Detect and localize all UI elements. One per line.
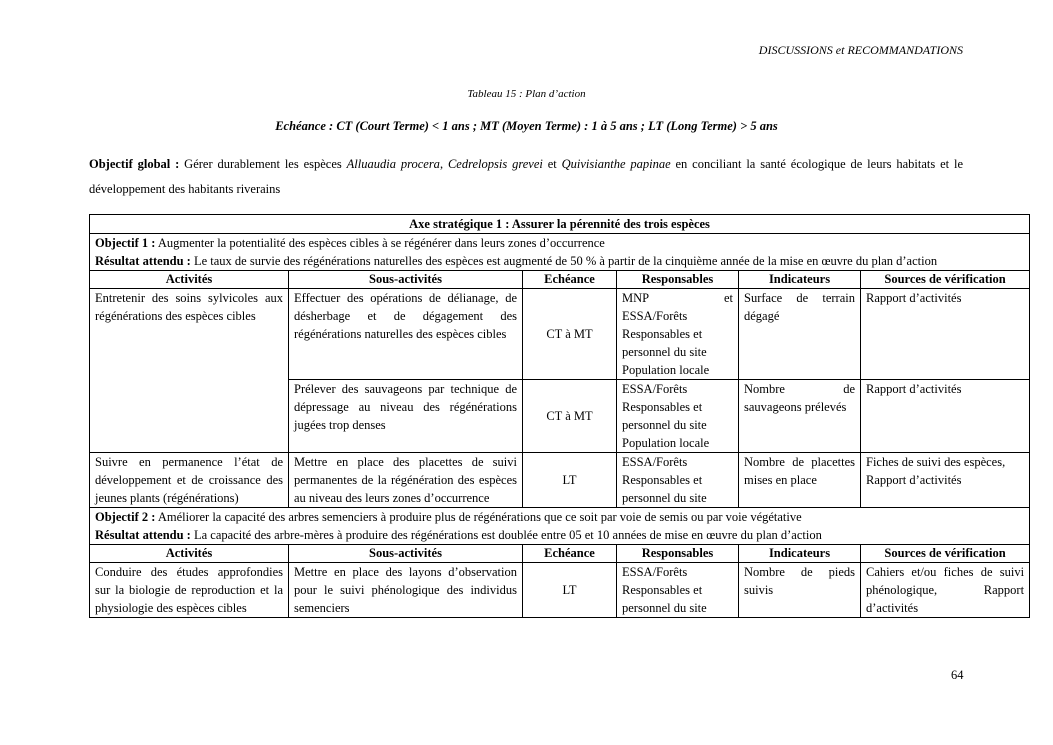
sous-activite-cell: Mettre en place des layons d’observation pour le suivi phénologique des individus semenciers xyxy=(289,563,523,618)
source-cell: Cahiers et/ou fiches de suivi phénologique, Rapport d’activités xyxy=(861,563,1030,618)
indicateur-cell: Nombre de placettes mises en place xyxy=(739,453,861,508)
sous-activite-cell: Mettre en place des placettes de suivi permanentes de la régénération des espèces au niveau des leurs zones d’occurrence xyxy=(289,453,523,508)
col-sous-activites: Sous-activités xyxy=(289,271,523,289)
column-header-row xyxy=(90,271,1030,289)
col-echeance: Echéance xyxy=(523,545,617,563)
col-responsables: Responsables xyxy=(617,545,739,563)
col-indicateurs: Indicateurs xyxy=(739,545,861,563)
resp-line: personnel du site xyxy=(622,345,707,359)
col-sources: Sources de vérification xyxy=(861,271,1030,289)
resp-line: Responsables et xyxy=(622,327,703,341)
species-1: Alluaudia procera xyxy=(346,157,440,171)
objectif-global-sep1: , xyxy=(439,157,448,171)
echeance-cell: CT à MT xyxy=(523,380,617,453)
sous-activite-cell: Effectuer des opérations de délianage, de désherbage et de dégagement des régénérations naturelles des espèces cibles xyxy=(289,289,523,380)
resp-line: personnel du site xyxy=(622,601,707,615)
objectif-global-label: Objectif global : xyxy=(89,157,180,171)
resp-et-word: et xyxy=(723,291,733,305)
resultat1-text: Le taux de survie des régénérations naturelles des espèces est augmenté de 50 % à partir de la cinquième année de la mise en œuvre du plan d’action xyxy=(190,254,938,268)
objectif-global xyxy=(89,152,963,202)
resultat2-line xyxy=(95,526,1024,544)
table-row xyxy=(90,289,1030,380)
echeance-cell: CT à MT xyxy=(523,289,617,380)
resp-line: Responsables et xyxy=(622,473,703,487)
echeance-cell: LT xyxy=(523,453,617,508)
resp-line: ESSA/Forêts xyxy=(622,382,688,396)
running-header: DISCUSSIONS et RECOMMANDATIONS xyxy=(758,43,963,57)
resp-line: personnel du site xyxy=(622,491,707,505)
resp-line-mnp xyxy=(622,289,733,307)
resultat2-label: Résultat attendu : xyxy=(95,528,191,542)
column-header-row xyxy=(90,545,1030,563)
resp-mnp-word: MNP xyxy=(622,291,650,305)
col-responsables: Responsables xyxy=(617,271,739,289)
objectif1-cell xyxy=(90,234,1030,271)
echeance-legend: Echéance : CT (Court Terme) < 1 ans ; MT (Moyen Terme) : 1 à 5 ans ; LT (Long Terme) > 5 ans xyxy=(275,119,778,133)
source-cell: Rapport d’activités xyxy=(861,380,1030,453)
objectif2-label: Objectif 2 : xyxy=(95,510,156,524)
resp-line: ESSA/Forêts xyxy=(622,309,688,323)
activite-cell: Suivre en permanence l’état de développement et de croissance des jeunes plants (régénérations) xyxy=(90,453,289,508)
objectif1-label: Objectif 1 : xyxy=(95,236,156,250)
plan-action-table xyxy=(89,214,1030,618)
col-echeance: Echéance xyxy=(523,271,617,289)
indicateur-cell: Nombre de sauvageons prélevés xyxy=(739,380,861,453)
objectif2-line xyxy=(95,508,1024,526)
responsables-cell xyxy=(617,453,739,508)
objectif1-row xyxy=(90,234,1030,271)
objectif2-cell xyxy=(90,508,1030,545)
table-caption: Tableau 15 : Plan d’action xyxy=(467,88,586,100)
objectif2-text: Améliorer la capacité des arbres semenciers à produire plus de régénérations que ce soit par voie de semis ou par voie végétative xyxy=(155,510,802,524)
indicateur-cell: Surface de terrain dégagé xyxy=(739,289,861,380)
page-number: 64 xyxy=(951,668,964,682)
resp-line: personnel du site xyxy=(622,418,707,432)
responsables-cell xyxy=(617,563,739,618)
col-activites: Activités xyxy=(90,271,289,289)
table-row xyxy=(90,453,1030,508)
responsables-cell xyxy=(617,380,739,453)
col-indicateurs: Indicateurs xyxy=(739,271,861,289)
resp-line: Responsables et xyxy=(622,583,703,597)
resp-line: Population locale xyxy=(622,363,710,377)
col-activites: Activités xyxy=(90,545,289,563)
col-sources: Sources de vérification xyxy=(861,545,1030,563)
resp-line: Responsables et xyxy=(622,400,703,414)
resultat1-line xyxy=(95,252,1024,270)
objectif1-line xyxy=(95,234,1024,252)
resultat2-text: La capacité des arbre-mères à produire des régénérations est doublée entre 05 et 10 années de mise en œuvre du plan d’action xyxy=(190,528,822,542)
objectif-global-text2: en conciliant la santé écologique de leurs habitats et le développement des habitants riverains xyxy=(89,157,964,196)
axe-strategique: Axe stratégique 1 : Assurer la pérennité des trois espèces xyxy=(90,215,1030,234)
species-2: Cedrelopsis grevei xyxy=(447,157,543,171)
resp-line: Population locale xyxy=(622,436,710,450)
species-3: Quivisianthe papinae xyxy=(561,157,671,171)
col-sous-activites: Sous-activités xyxy=(289,545,523,563)
source-cell: Fiches de suivi des espèces, Rapport d’activités xyxy=(861,453,1030,508)
resp-line: ESSA/Forêts xyxy=(622,455,688,469)
resp-line: ESSA/Forêts xyxy=(622,565,688,579)
activite-cell: Conduire des études approfondies sur la biologie de reproduction et la physiologie des espèces cibles xyxy=(90,563,289,618)
axe-row xyxy=(90,215,1030,234)
responsables-cell xyxy=(617,289,739,380)
echeance-cell: LT xyxy=(523,563,617,618)
objectif-global-text1: Gérer durablement les espèces xyxy=(179,157,347,171)
sous-activite-cell: Prélever des sauvageons par technique de dépressage au niveau des régénérations jugées trop denses xyxy=(289,380,523,453)
objectif2-row xyxy=(90,508,1030,545)
resultat1-label: Résultat attendu : xyxy=(95,254,191,268)
source-cell: Rapport d’activités xyxy=(861,289,1030,380)
objectif-global-sep2: et xyxy=(542,157,562,171)
activite-cell: Entretenir des soins sylvicoles aux régénérations des espèces cibles xyxy=(90,289,289,453)
indicateur-cell: Nombre de pieds suivis xyxy=(739,563,861,618)
table-row xyxy=(90,563,1030,618)
objectif1-text: Augmenter la potentialité des espèces cibles à se régénérer dans leurs zones d’occurrence xyxy=(155,236,605,250)
